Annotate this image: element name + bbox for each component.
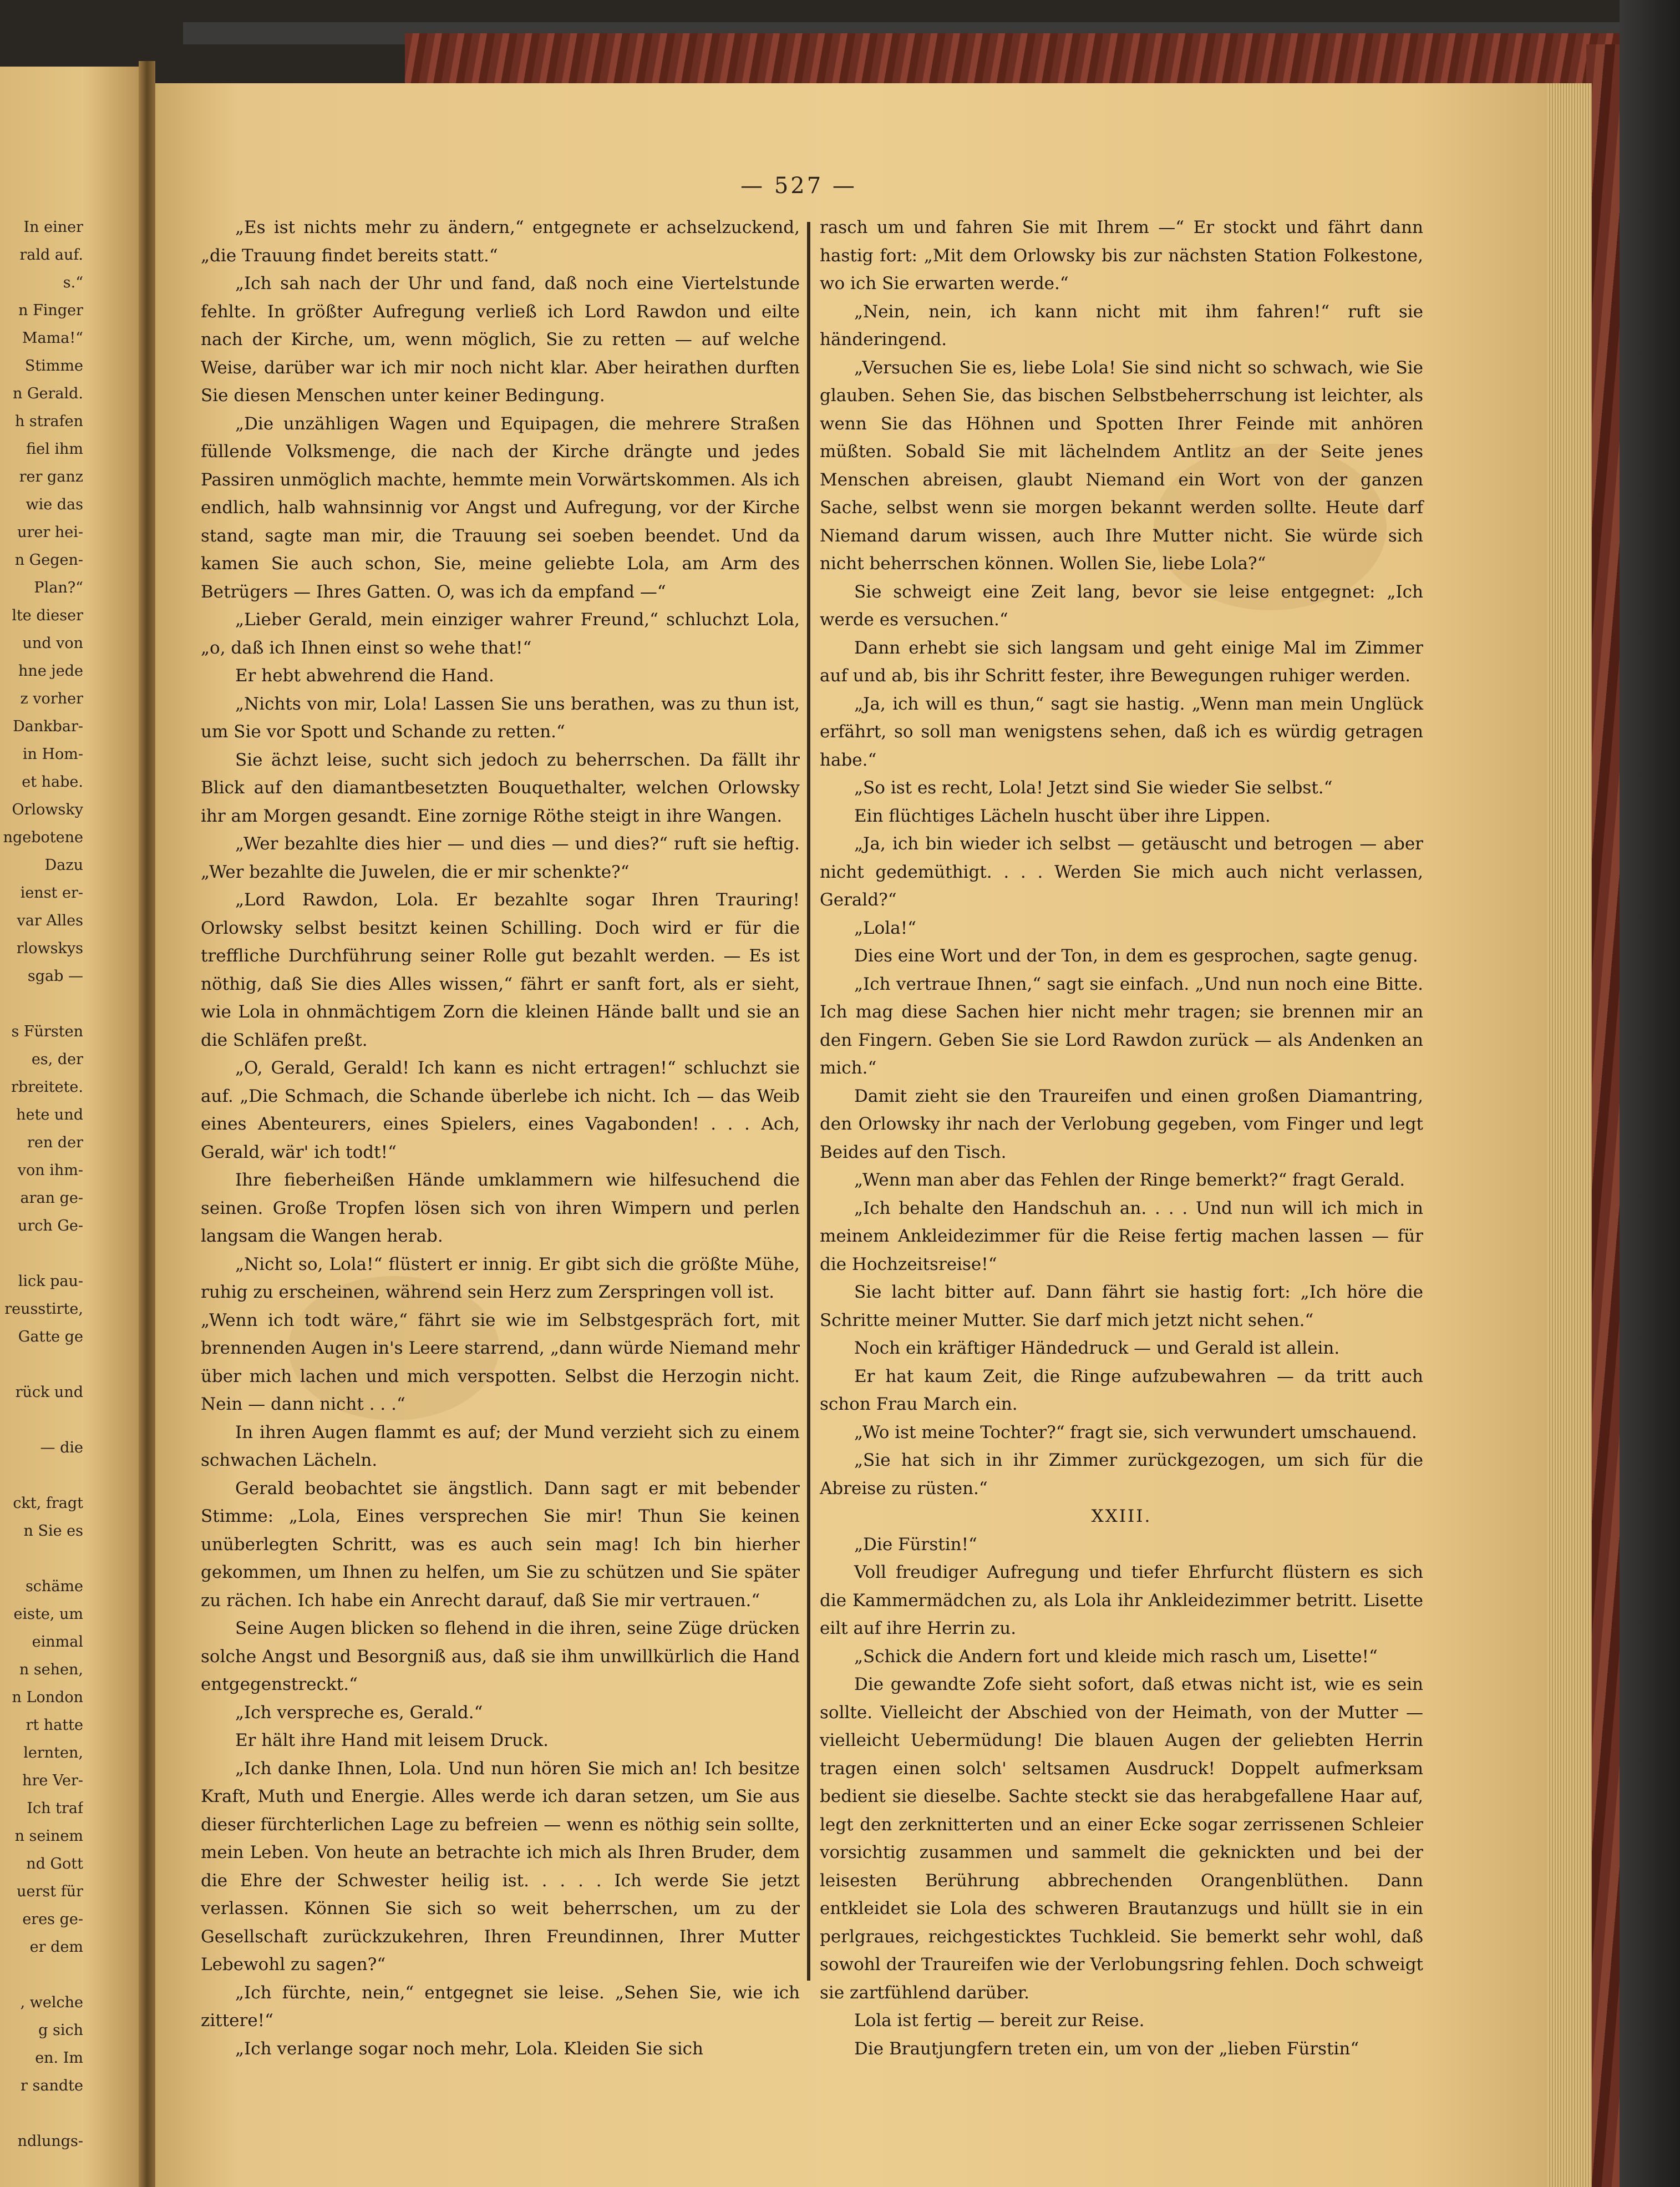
left-page-fragment: rbreitete. [11,1079,83,1096]
paragraph: „Wenn man aber das Fehlen der Ringe bemerkt?“ fragt Gerald. [854,1170,1405,1190]
left-page-fragment: und von [22,635,83,652]
left-page-fragment: en. Im [35,2049,83,2067]
left-page-fragment: h strafen [14,413,83,430]
left-page-fragment: ckt, fragt [13,1495,83,1512]
left-page-fragment: in Hom- [22,746,83,763]
left-page-fragment: fiel ihm [26,441,83,458]
book-gutter [139,61,155,2187]
left-page-fragment: Gatte ge [18,1328,83,1345]
paragraph: „Ja, ich bin wieder ich selbst — getäuscht und betrogen — aber nicht gedemüthigt. . . . Werden Sie mich auch nicht verlassen, Gerald?“ [820,834,1423,910]
paragraph: „Nicht so, Lola!“ flüstert er innig. Er gibt sich die größte Mühe, ruhig zu erscheinen, während sein Herz zum Zerspringen voll ist. [201,1254,800,1302]
paragraph: „Die unzähligen Wagen und Equipagen, die mehrere Straßen füllende Volksmenge, die nach der Kirche drängte und jedes Passiren unmöglich machte, hemmte mein Vorwärtskommen. Als ich endlich, halb wahnsinnig vor Angst und Aufregung, vor der Kirche stand, sagte man mir, die Trauung sei soeben beendet. Und da kamen Sie auch schon, Sie, meine geliebte Lola, am Arm des Betrügers — Ihres Gatten. O, was ich da empfand —“ [201,413,800,602]
left-page-fragment: In einer [23,219,83,236]
left-page-fragment: Ich traf [27,1800,83,1817]
left-page-fragment: g sich [38,2022,83,2039]
paragraph: „Es ist nichts mehr zu ändern,“ entgegnete er achselzuckend, „die Trauung findet bereits statt.“ [201,217,800,266]
paragraph: „So ist es recht, Lola! Jetzt sind Sie wieder Sie selbst.“ [854,778,1333,798]
paragraph: „Ich fürchte, nein,“ entgegnet sie leise. „Sehen Sie, wie ich zittere!“ [201,1982,800,2031]
paragraph: Ein flüchtiges Lächeln huscht über ihre Lippen. [854,806,1271,826]
paragraph: „Schick die Andern fort und kleide mich rasch um, Lisette!“ [854,1646,1378,1667]
paragraph: Die Brautjungfern treten ein, um von der „lieben Fürstin“ [854,2038,1359,2059]
left-page-fragment: Stimme [24,357,83,374]
paragraph: Seine Augen blicken so flehend in die ihren, seine Züge drücken solche Angst und Besorgniß aus, daß sie ihm unwillkürlich die Hand entgegenstreckt.“ [201,1618,800,1694]
left-page-fragment: n Sie es [23,1522,83,1540]
left-page-fragment: et habe. [22,773,83,791]
paragraph: „Wo ist meine Tochter?“ fragt sie, sich verwundert umschauend. [854,1422,1417,1442]
left-page-fragment: n Finger [18,302,83,319]
left-page-fragment: ngebotene [3,829,83,846]
paragraph: rasch um und fahren Sie mit Ihrem —“ Er stockt und fährt dann hastig fort: „Mit dem Orlowsky bis zur nächsten Station Folkestone, wo ich Sie erwarten werde.“ [820,217,1423,293]
paragraph: „Versuchen Sie es, liebe Lola! Sie sind nicht so schwach, wie Sie glauben. Sehen Sie, das bischen Selbstbeherrschung ist leichter, als wenn Sie das Höhnen und Spotten Ihrer Feinde mit anhören müßten. Sobald Sie mit lächelndem Antlitz an der Seite jenes Menschen abreisen, glaubt Niemand ein Wort von der ganzen Sache, selbst wenn sie morgen bekannt werden sollte. Heute darf Niemand darum wissen, auch Ihre Mutter nicht. Sie würde sich nicht beherrschen können. Wollen Sie, liebe Lola?“ [820,357,1423,574]
left-page-fragment: Orlowsky [12,801,83,818]
paragraph: „Nein, nein, ich kann nicht mit ihm fahren!“ ruft sie händeringend. [820,301,1423,350]
paragraph: Sie lacht bitter auf. Dann fährt sie hastig fort: „Ich höre die Schritte meiner Mutter. Sie darf mich jetzt nicht sehen.“ [820,1282,1423,1330]
left-page-fragment: rald auf. [19,246,83,264]
left-page-fragment: uerst für [17,1883,83,1900]
chapter-heading: XXIII. [1091,1506,1152,1526]
paragraph: Dann erhebt sie sich langsam und geht einige Mal im Zimmer auf und ab, bis ihr Schritt fester, ihre Bewegungen ruhiger werden. [820,637,1423,686]
left-page-fragment: schäme [25,1578,83,1595]
left-page-fragment: hre Ver- [22,1772,83,1789]
paragraph: Er hält ihre Hand mit leisem Druck. [235,1730,549,1750]
left-page-fragment: ren der [27,1134,83,1151]
paragraph: Er hebt abwehrend die Hand. [235,666,494,686]
paragraph: Lola ist fertig — bereit zur Reise. [854,2011,1145,2031]
left-page-fragment: lte dieser [12,607,83,624]
paragraph: In ihren Augen flammt es auf; der Mund verzieht sich zu einem schwachen Lächeln. [201,1422,800,1470]
paragraph: „Wer bezahlte dies hier — und dies — und dies?“ ruft sie heftig. „Wer bezahlte die Juwelen, die er mir schenkte?“ [201,834,800,882]
paragraph: „Ja, ich will es thun,“ sagt sie hastig. „Wenn man mein Unglück erfährt, so soll man wenigstens sehen, daß ich es würdig getragen habe.“ [820,693,1423,770]
paragraph: „Nichts von mir, Lola! Lassen Sie uns berathen, was zu thun ist, um Sie vor Spott und Schande zu retten.“ [201,693,800,742]
page-number: — 527 — [740,173,857,199]
left-page-fragment: reusstirte, [4,1300,83,1318]
left-page-fragment [0,1961,83,1989]
left-page-fragment: rt hatte [26,1717,83,1734]
left-page-fragment [0,1351,83,1379]
paragraph: Ihre fieberheißen Hände umklammern wie hilfesuchend die seinen. Große Tropfen lösen sich von ihren Wimpern und perlen langsam die Wangen herab. [201,1170,800,1246]
paragraph: „Wenn ich todt wäre,“ fährt sie wie im Selbstgespräch fort, mit brennenden Augen in's Leere starrend, „dann würde Niemand mehr über mich lachen und mich verspotten. Selbst die Herzogin nicht. Nein — dann nicht . . .“ [201,1310,800,1414]
page-edges [1547,83,1592,2187]
paragraph: „Sie hat sich in ihr Zimmer zurückgezogen, um sich für die Abreise zu rüsten.“ [820,1450,1423,1498]
paragraph: Sie schweigt eine Zeit lang, bevor sie leise entgegnet: „Ich werde es versuchen.“ [820,581,1423,630]
paragraph: „Ich danke Ihnen, Lola. Und nun hören Sie mich an! Ich besitze Kraft, Muth und Energie. Alles werde ich daran setzen, um Sie aus dieser fürchterlichen Lage zu befreien — wenn es nöthig sein sollte, mein Leben. Von heute an betrachte ich mich als Ihren Bruder, dem die Ehre der Schwester heilig ist. . . . . Ich werde Sie jetzt verlassen. Können Sie sich so weit beherrschen, um zu der Gesellschaft zurückzukehren, Ihren Freundinnen, Ihrer Mutter Lebewohl zu sagen?“ [201,1758,800,1975]
left-page-text-fragments [0,214,83,2155]
left-page-fragment [0,1240,83,1268]
left-page-fragment: r sandte [21,2077,83,2094]
paragraph: Voll freudiger Aufregung und tiefer Ehrfurcht flüstern es sich die Kammermädchen zu, als Lola ihr Ankleidezimmer betritt. Lisette eilt auf ihre Herrin zu. [820,1562,1423,1638]
left-page-fragment: s Fürsten [11,1023,83,1040]
paragraph: Dies eine Wort und der Ton, in dem es gesprochen, sagte genug. [854,946,1418,966]
left-page-fragment: hne jede [18,662,83,680]
left-page-fragment: var Alles [17,912,83,929]
left-page-fragment: urch Ge- [17,1217,83,1234]
left-page-fragment: ndlungs- [17,2133,83,2150]
left-page-fragment: n Gegen- [14,551,83,569]
left-page-fragment: ienst er- [20,884,83,902]
paragraph: Gerald beobachtet sie ängstlich. Dann sagt er mit bebender Stimme: „Lola, Eines versprechen Sie mir! Thun Sie keinen unüberlegten Schritt, was es auch sein mag! Ich bin hierher gekommen, um Ihnen zu helfen, um Sie zu schützen und Sie später zu rächen. Ich habe ein Anrecht darauf, daß Sie mir vertrauen.“ [201,1478,800,1611]
text-column-right [820,214,1423,2063]
left-page-fragment: s.“ [63,274,83,291]
left-page-fragment [0,1462,83,1490]
paragraph: „Ich verlange sogar noch mehr, Lola. Kleiden Sie sich [235,2038,703,2059]
left-page-fragment: lick pau- [18,1273,83,1290]
paragraph: „Ich verspreche es, Gerald.“ [235,1702,483,1723]
left-page-fragment: eres ge- [22,1911,83,1928]
left-page-fragment [0,1545,83,1573]
left-page-fragment: wie das [26,496,83,513]
left-page-fragment: hete und [16,1106,83,1123]
left-page-fragment: — die [40,1439,83,1456]
paragraph: Die gewandte Zofe sieht sofort, daß etwas nicht ist, wie es sein sollte. Vielleicht der Abschied von der Heimath, von der Mutter — vielleicht Uebermüdung! Die blauen Augen der geliebten Herrin tragen einen solch' seltsamen Ausdruck! Doppelt aufmerksam bedient sie dieselbe. Sachte steckt sie das herabgefallene Haar auf, legt den zerknitterten und an einer Ecke sogar zerrissenen Schleier vorsichtig zusammen und sammelt die geknickten und bei der leisesten Berührung abbrechenden Orangenblüthen. Dann entkleidet sie Lola des schweren Brautanzugs und hüllt sie in ein perlgraues, reichgesticktes Tuchkleid. Sie bemerkt sehr wohl, daß sowohl der Traureifen wie der Verlobungsring fehlen. Doch schweigt sie zartfühlend darüber. [820,1674,1423,2003]
left-page-fragment: Mama!“ [22,330,83,347]
paragraph: „O, Gerald, Gerald! Ich kann es nicht ertragen!“ schluchzt sie auf. „Die Schmach, die Schande überlebe ich nicht. Ich — das Weib eines Abenteurers, eines Spielers, eines Vagabonden! . . . Ach, Gerald, wär' ich todt!“ [201,1058,800,1162]
left-page-fragment: n seinem [14,1827,83,1845]
left-page-fragment: rlowskys [16,940,83,957]
paragraph: „Ich behalte den Handschuh an. . . . Und nun will ich mich in meinem Ankleidezimmer für die Reise fertig machen lassen — für die Hochzeitsreise!“ [820,1198,1423,1274]
left-page-fragment: es, der [31,1051,83,1068]
paragraph: Sie ächzt leise, sucht sich jedoch zu beherrschen. Da fällt ihr Blick auf den diamantbesetzten Bouquethalter, welchen Orlowsky ihr am Morgen gesandt. Eine zornige Röthe steigt in ihre Wangen. [201,750,800,826]
paragraph: „Lord Rawdon, Lola. Er bezahlte sogar Ihren Trauring! Orlowsky selbst besitzt keinen Schilling. Doch wird er für die treffliche Durchführung seiner Rolle gut bezahlt werden. — Es ist nöthig, daß Sie dies Alles wissen,“ fährt er sanft fort, als er sieht, wie Lola in ohnmächtigem Zorn die kleinen Hände ballt und sie an die Schläfen preßt. [201,890,800,1050]
left-page-fragment: lernten, [23,1744,83,1761]
left-page-fragment: , welche [20,1994,83,2011]
column-divider [807,222,810,1981]
left-page-fragment: urer hei- [17,524,83,541]
left-page-fragment [0,1406,83,1434]
left-page-fragment: einmal [32,1633,83,1651]
paragraph: „Ich vertraue Ihnen,“ sagt sie einfach. „Und nun noch eine Bitte. Ich mag diese Sachen hier nicht mehr tragen; sie brennen mir an den Fingern. Geben Sie sie Lord Rawdon zurück — als Andenken an mich.“ [820,974,1423,1078]
left-page-fragment: nd Gott [26,1855,83,1872]
left-page-fragment [0,2100,83,2128]
left-page-fragment: aran ge- [20,1189,83,1207]
left-page-fragment: n Gerald. [12,385,83,402]
paragraph: Damit zieht sie den Traureifen und einen großen Diamantring, den Orlowsky ihr nach der Verlobung gegeben, vom Finger und legt Beides auf den Tisch. [820,1086,1423,1162]
left-page-fragment: Plan?“ [34,579,83,596]
paragraph: „Lieber Gerald, mein einziger wahrer Freund,“ schluchzt Lola, „o, daß ich Ihnen einst so wehe that!“ [201,610,800,658]
left-page-fragment: n London [12,1689,83,1706]
left-page-fragment: er dem [29,1938,83,1956]
paragraph: Er hat kaum Zeit, die Ringe aufzubewahren — da tritt auch schon Frau March ein. [820,1366,1423,1414]
paragraph: „Ich sah nach der Uhr und fand, daß noch eine Viertelstunde fehlte. In größter Aufregung verließ ich Lord Rawdon und eilte nach der Kirche, um, wenn möglich, Sie zu retten — auf welche Weise, darüber war ich mir noch nicht klar. Aber heirathen durften Sie diesen Menschen unter keiner Bedingung. [201,274,800,406]
left-page-fragment: von ihm- [17,1162,83,1179]
left-page-fragment: rück und [15,1384,83,1401]
book-cover-right-edge [1620,0,1680,2187]
left-page-fragment: Dazu [44,857,83,874]
paragraph: „Lola!“ [854,918,917,938]
left-page-fragment: rer ganz [19,468,83,485]
left-page-fragment [0,990,83,1018]
paragraph: „Die Fürstin!“ [854,1534,977,1555]
left-page-fragment: n sehen, [19,1661,83,1678]
left-page-fragment: z vorher [20,690,83,707]
paragraph: Noch ein kräftiger Händedruck — und Gerald ist allein. [854,1338,1340,1358]
left-page-fragment: eiste, um [13,1606,83,1623]
text-column-left [201,214,800,2063]
left-page-fragment: sgab — [27,968,83,985]
left-page-fragment: Dankbar- [13,718,83,735]
